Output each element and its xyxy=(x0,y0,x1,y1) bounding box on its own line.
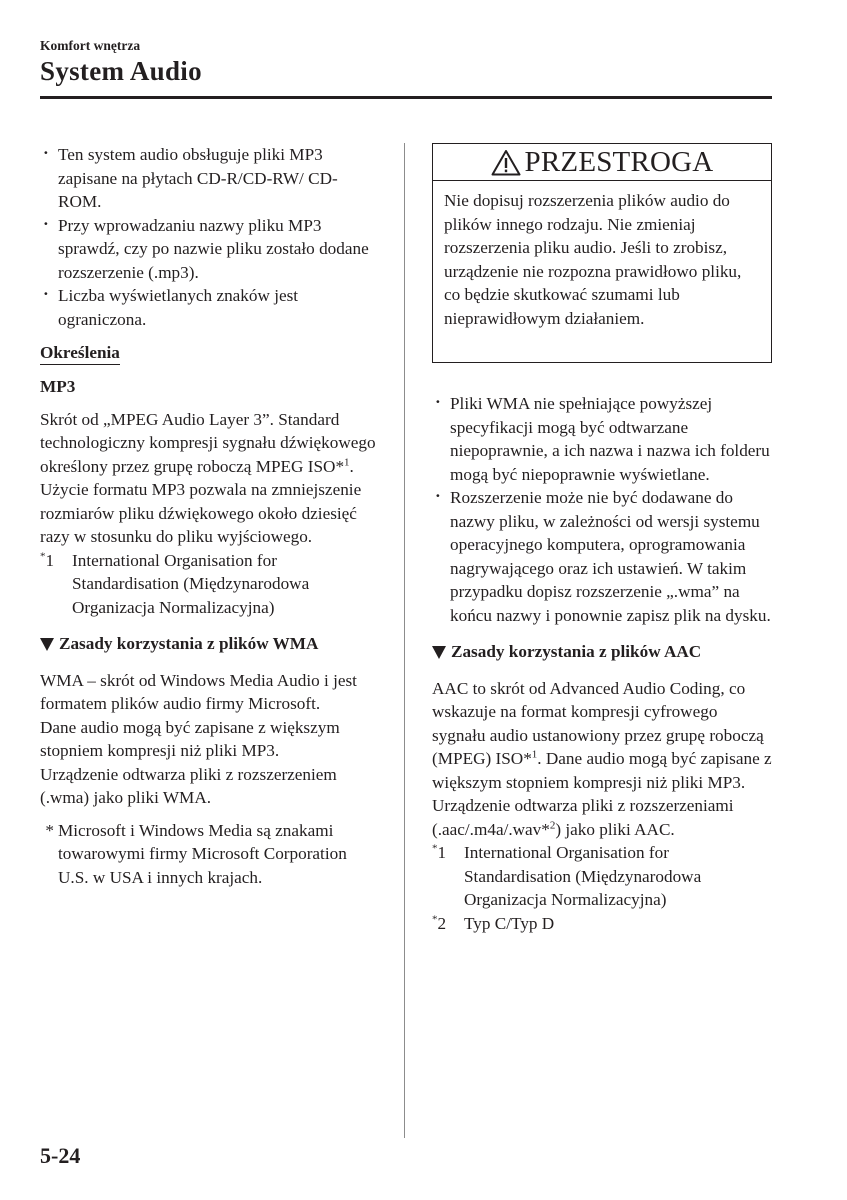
wma-heading xyxy=(40,632,378,656)
trademark-note xyxy=(40,819,378,890)
mp3-text-b: . Użycie formatu MP3 pozwala na zmniejszenie rozmiarów pliku dźwiękowego około dziesięć razy w stosunku do pliku wyjściowego. xyxy=(40,456,362,546)
footnote-mark: *1 xyxy=(40,549,55,570)
footnote-mark: *1 xyxy=(432,842,447,862)
caution-box xyxy=(432,143,772,363)
section-label: Komfort wnętrza xyxy=(40,38,141,53)
list-item: · Przy wprowadzaniu nazwy pliku MP3 sprawdź, czy po nazwie pliku zostało dodane rozszerzenie (.mp3). xyxy=(40,214,378,285)
list-item: · Pliki WMA nie spełniające powyższej specyfikacji mogą być odtwarzane niepoprawnie, a ich nazwa i nazwa ich folderu mogą być niepoprawnie wyświetlane. xyxy=(432,392,774,486)
footnote-ref: 1 xyxy=(531,748,538,761)
footnote-ref: 1 xyxy=(344,455,350,468)
footnote-mark: *2 xyxy=(432,912,447,933)
title-rule xyxy=(40,96,772,99)
list-item: · Rozszerzenie może nie być dodawane do nazwy pliku, w zależności od wersji systemu operacyjnego komputera, oprogramowania nagrywającego oraz ich ustawień. W takim przypadku dopisz rozszerzenie „.wma” na końcu nazwy i ponownie zapisz plik na dysku. xyxy=(432,486,774,627)
footnote-text: International Organisation for Standardisation (Międzynarodowa Organizacja Normalizacyjna) xyxy=(72,550,310,617)
footnote-1 xyxy=(432,841,774,912)
triangle-down-icon xyxy=(40,638,54,651)
wma-paragraph: WMA – skrót od Windows Media Audio i jest formatem plików audio firmy Microsoft. xyxy=(40,670,357,713)
triangle-down-icon xyxy=(432,646,446,659)
caution-header xyxy=(433,144,771,181)
note-mark: * xyxy=(45,820,54,840)
aac-heading xyxy=(432,640,774,664)
mp3-text-a: Skrót od „MPEG Audio Layer 3”. Standard technologiczny kompresji sygnału dźwiękowego określony przez grupę roboczą MPEG ISO* xyxy=(40,409,376,476)
wma-paragraph: Urządzenie odtwarza pliki z rozszerzeniem (.wma) jako pliki WMA. xyxy=(40,764,337,807)
column-divider xyxy=(404,143,405,1138)
mp3-definition xyxy=(40,408,378,549)
page-number: 5-24 xyxy=(40,1143,81,1168)
caution-text: Nie dopisuj rozszerzenia plików audio do plików innego rodzaju. Nie zmieniaj rozszerzenia pliku audio. Jeśli to zrobisz, urządzenie nie rozpozna prawidłowo pliku, co będzie skutkować szumami lub nieprawidłowym działaniem. xyxy=(444,191,742,328)
left-column xyxy=(40,143,378,889)
footnote-1 xyxy=(40,549,378,620)
aac-heading-text: Zasady korzystania z plików AAC xyxy=(451,642,702,661)
definitions-heading: Określenia xyxy=(40,342,120,365)
right-column xyxy=(432,392,774,935)
wma-paragraph: Dane audio mogą być zapisane z większym stopniem kompresji niż pliki MP3. xyxy=(40,717,340,760)
caution-title: PRZESTROGA xyxy=(524,145,714,178)
wma-heading-text: Zasady korzystania z plików WMA xyxy=(59,634,319,653)
warning-icon xyxy=(491,149,521,176)
footnote-ref: 2 xyxy=(549,818,556,831)
page-title: System Audio xyxy=(40,56,202,86)
list-item: · Liczba wyświetlanych znaków jest ograniczona. xyxy=(40,284,378,331)
footnote-text: International Organisation for Standardisation (Międzynarodowa Organizacja Normalizacyjna) xyxy=(464,843,702,909)
note-text: Microsoft i Windows Media są znakami towarowymi firmy Microsoft Corporation U.S. w USA i innych krajach. xyxy=(58,820,347,887)
footnote-2 xyxy=(432,912,774,936)
footnote-text: Typ C/Typ D xyxy=(464,913,555,933)
mp3-term: MP3 xyxy=(40,377,76,396)
list-item: · Ten system audio obsługuje pliki MP3 zapisane na płytach CD-R/CD-RW/ CD-ROM. xyxy=(40,143,378,214)
aac-paragraph: AAC to skrót od Advanced Audio Coding, co wskazuje na format kompresji cyfrowego sygnału audio ustanowiony przez grupę roboczą (MPEG) ISO*$^1$. Dane audio mogą być zapisane z większym stopniem kompresji niż pliki MP3. Urządzenie odtwarza pliki z rozszerzeniami (.aac/.m4a/.wav*$^2$) jako pliki AAC. xyxy=(432,678,772,839)
